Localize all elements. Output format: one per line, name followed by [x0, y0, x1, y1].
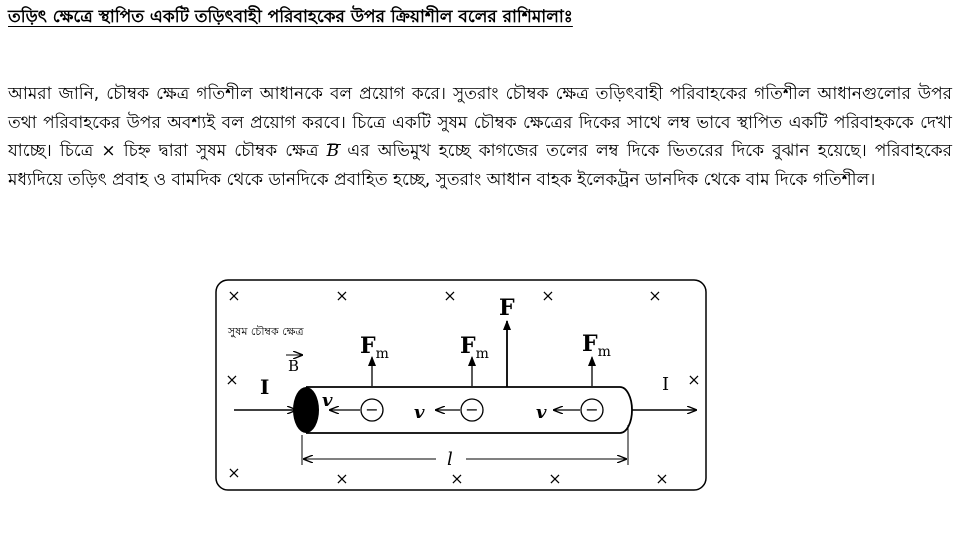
- field-cross: ×: [227, 286, 241, 305]
- velocity-label: v: [414, 402, 425, 423]
- field-cross: ×: [648, 286, 662, 305]
- body-paragraph: [8, 80, 952, 194]
- field-cross: ×: [655, 469, 669, 488]
- magnetic-force-label: $F_m$: [460, 333, 489, 362]
- length-label: l: [447, 449, 453, 470]
- figure-frame: [216, 280, 706, 490]
- paragraph-text-part1: আমরা জানি, চৌম্বক ক্ষেত্র গতিশীল আধানকে বল প্রয়োগ করে। সুতরাং চৌম্বক ক্ষেত্র তড়িৎবাহী পরিবাহকের গতিশীল আধানগুলোর উপর তথা পরিবাহকের উপর অবশ্যই বল প্রয়োগ করবে। চিত্রে একটি সুষম চৌম্বক ক্ষেত্রের দিকের সাথে লম্ব ভাবে স্থাপিত একটি পরিবাহককে দেখা যাচ্ছে। চিত্রে × চিহ্ন দ্বারা সুষম চৌম্বক ক্ষেত্র: [8, 84, 952, 161]
- field-cross: ×: [687, 370, 701, 389]
- magnetic-force-label: $F_m$: [360, 333, 389, 362]
- field-label: সুষম চৌম্বক ক্ষেত্র: [228, 325, 304, 338]
- magnetic-force-label: $F_m$: [582, 331, 611, 360]
- velocity-label: v: [536, 402, 547, 423]
- field-cross: ×: [541, 286, 555, 305]
- force-label: F: [499, 295, 515, 321]
- vector-b-symbol: B: [326, 141, 340, 161]
- current-label-right: I: [662, 374, 670, 395]
- current-label-left: I: [260, 375, 270, 399]
- electron-sign: −: [585, 400, 599, 419]
- electron-sign: −: [465, 400, 479, 419]
- field-cross: ×: [450, 469, 464, 488]
- electron-sign: −: [365, 400, 379, 419]
- field-cross: ×: [225, 370, 239, 389]
- conductor-end: [293, 387, 319, 433]
- field-cross: ×: [443, 286, 457, 305]
- field-symbol-b: B: [288, 357, 300, 375]
- velocity-label: v: [322, 390, 333, 411]
- field-cross: ×: [335, 286, 349, 305]
- field-cross: ×: [227, 463, 241, 482]
- field-cross: ×: [335, 469, 349, 488]
- page-title: তড়িৎ ক্ষেত্রে স্থাপিত একটি তড়িৎবাহী পরিবাহকের উপর ক্রিয়াশীল বলের রাশিমালাঃ: [8, 7, 573, 27]
- paragraph-text-part2: এর অভিমুখ হচ্ছে কাগজের তলের লম্ব দিকে ভিতরের দিকে বুঝান হয়েছে। পরিবাহকের মধ্যদিয়ে তড়িৎ প্রবাহ ও বামদিক থেকে ডানদিকে প্রবাহিত হচ্ছে, সুতরাং আধান বাহক ইলেকট্রন ডানদিক থেকে বাম দিকে গতিশীল।: [8, 141, 952, 190]
- conductor-figure: [210, 275, 710, 497]
- field-cross: ×: [548, 469, 562, 488]
- field-vector-b: [286, 355, 302, 375]
